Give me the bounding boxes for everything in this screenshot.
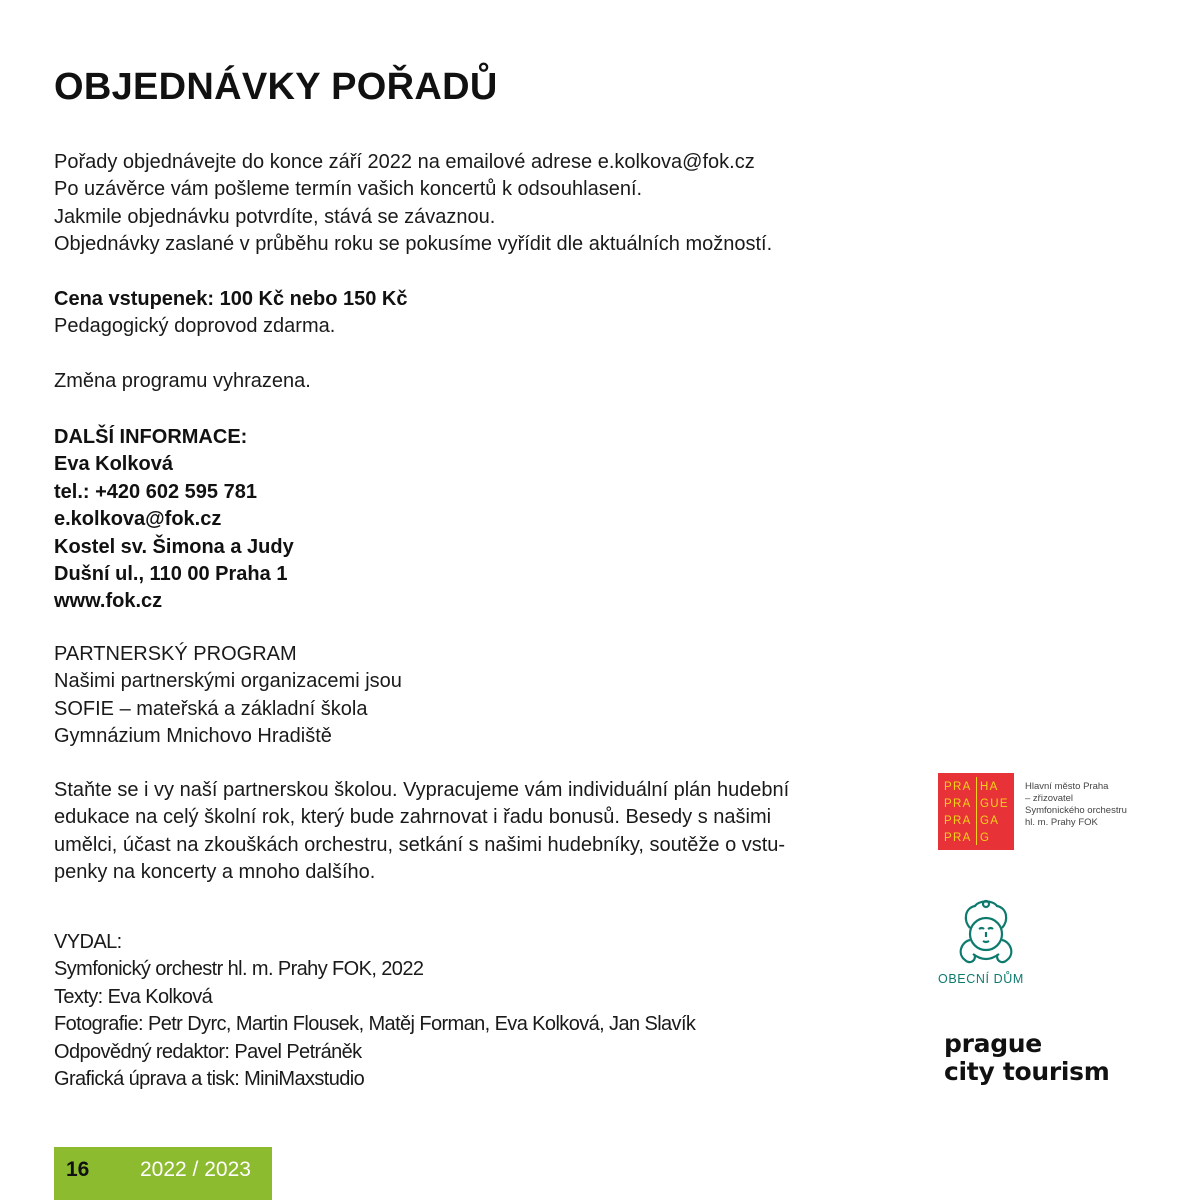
praha-logo-cell: PRA [944,798,972,810]
praha-logo-cell: HA [980,781,999,793]
contact-phone: tel.: +420 602 595 781 [54,480,257,503]
change-note-section [54,368,311,395]
praha-logo-grid [944,779,1009,847]
partner-intro: Našimi partnerskými organizacemi jsou [54,670,402,693]
invite-line: Staňte se i vy naší partnerskou školou. Vypracujeme vám individuální plán hudební [54,779,790,801]
footer-bar [54,1147,272,1200]
invite-line: penky na koncerty a mnoho dalšího. [54,861,376,884]
praha-caption-line: – zřizovatel [1025,793,1074,804]
credits-line: Symfonický orchestr hl. m. Prahy FOK, 2022 [54,958,424,981]
credits-heading: VYDAL: [54,931,122,953]
contact-web: www.fok.cz [54,590,163,613]
credits-line: Fotografie: Petr Dyrc, Martin Flousek, Matěj Forman, Eva Kolková, Jan Slavík [54,1013,696,1036]
intro-line: Objednávky zaslané v průběhu roku se pokusíme vyřídit dle aktuálních možností. [54,233,773,256]
credits-section [54,929,695,1093]
praha-caption-line: hl. m. Prahy FOK [1025,817,1098,828]
credits-line: Texty: Eva Kolková [54,985,213,1008]
praha-logo-cell: G [980,832,991,844]
prague-city-tourism-logo [944,1030,1110,1086]
invite-line: umělci, účast na zkouškách orchestru, setkání s našimi hudebníky, soutěže o vstu- [54,833,786,856]
praha-logo-cell: PRA [944,815,972,827]
contact-address: Dušní ul., 110 00 Praha 1 [54,563,288,586]
praha-logo-cell: PRA [944,832,972,844]
partner-school: Gymnázium Mnichovo Hradiště [54,725,332,748]
page-title: OBJEDNÁVKY POŘADŮ [54,66,498,108]
contact-email: e.kolkova@fok.cz [54,508,222,531]
contact-venue: Kostel sv. Šimona a Judy [54,535,294,558]
intro-line: Jakmile objednávku potvrdíte, stává se závaznou. [54,205,496,228]
contact-heading: DALŠÍ INFORMACE: [54,426,248,448]
intro-line: Pořady objednávejte do konce září 2022 na emailové adrese e.kolkova@fok.cz [54,151,755,173]
pct-line: city tourism [944,1057,1110,1086]
page-number: 16 [66,1158,90,1181]
credits-line: Odpovědný redaktor: Pavel Petráněk [54,1040,362,1063]
invite-line: edukace na celý školní rok, který bude zahrnovat i řadu bonusů. Besedy s našimi [54,806,772,829]
season-label: 2022 / 2023 [140,1158,251,1181]
partner-heading: PARTNERSKÝ PROGRAM [54,643,297,665]
price-section [54,286,407,341]
praha-caption-line: Symfonického orchestru [1025,805,1127,816]
praha-caption-line: Hlavní město Praha [1025,781,1109,792]
praha-logo-cell: GA [980,815,1000,827]
change-note: Změna programu vyhrazena. [54,370,311,392]
praha-logo [938,773,1014,850]
intro-line: Po uzávěrce vám pošleme termín vašich koncertů k odsouhlasení. [54,178,643,201]
invite-paragraph [54,777,789,887]
contact-section [54,424,294,616]
partner-school: SOFIE – mateřská a základní škola [54,697,368,720]
pct-line: prague [944,1029,1042,1058]
praha-logo-cell: GUE [980,798,1009,810]
praha-logo-caption [1025,781,1127,829]
price-note: Pedagogický doprovod zdarma. [54,315,336,338]
credits-line: Grafická úprava a tisk: MiniMaxstudio [54,1068,365,1091]
contact-name: Eva Kolková [54,453,173,476]
partner-section [54,641,402,751]
intro-paragraph [54,149,772,259]
obecni-dum-label: OBECNÍ DŮM [938,972,1024,986]
price-heading: Cena vstupenek: 100 Kč nebo 150 Kč [54,288,408,310]
praha-logo-cell: PRA [944,781,972,793]
